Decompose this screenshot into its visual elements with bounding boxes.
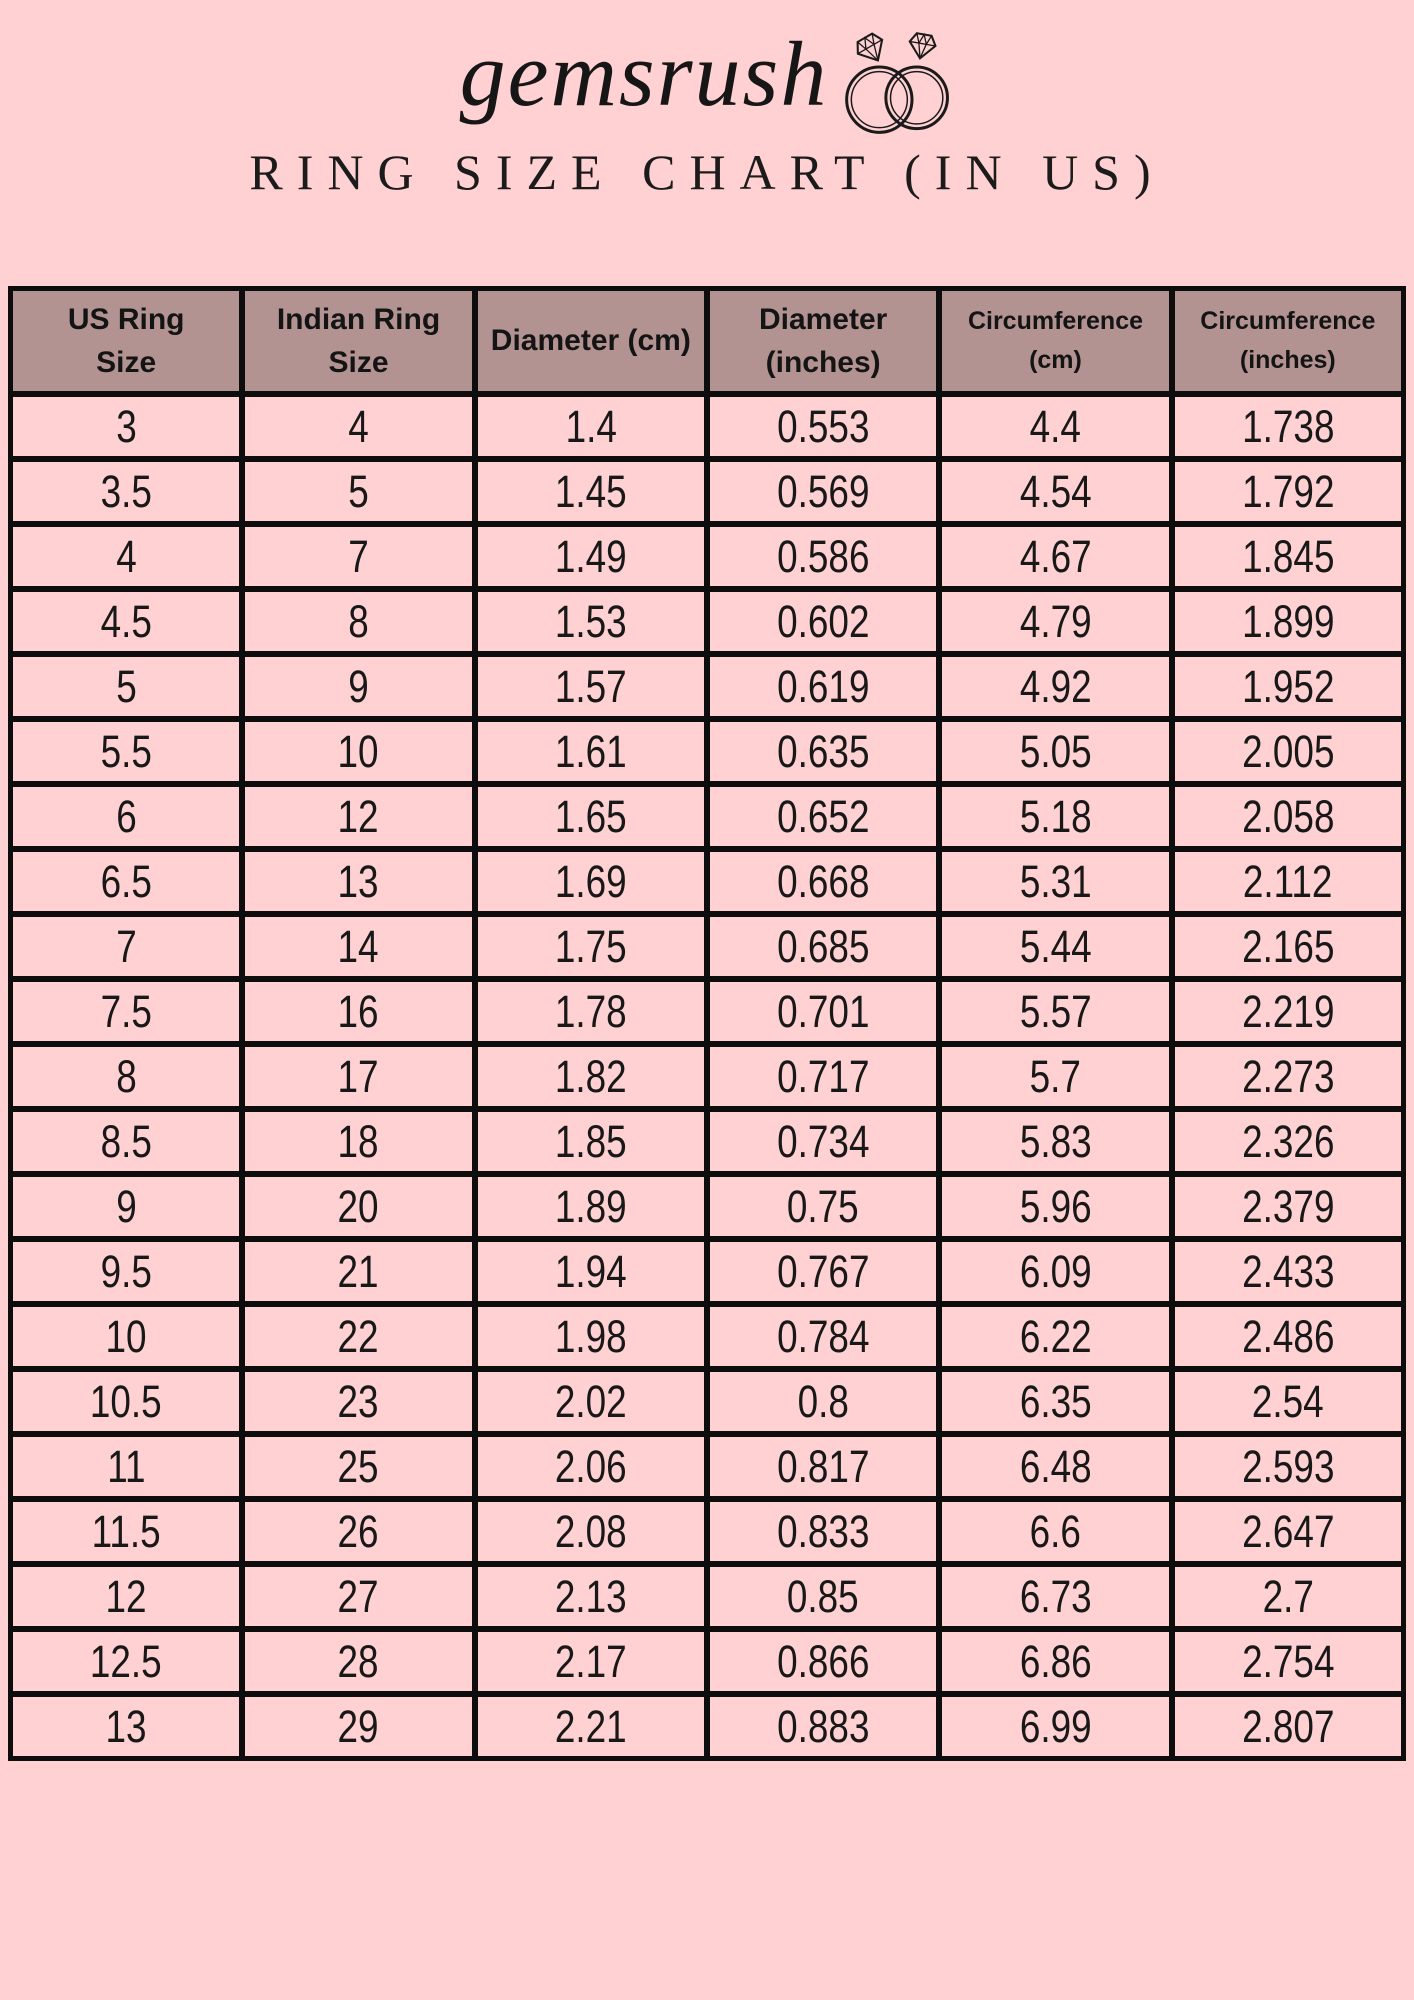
table-cell: 1.61	[475, 719, 707, 784]
table-cell: 23	[242, 1369, 474, 1434]
table-cell: 2.7	[1172, 1564, 1404, 1629]
table-cell: 4.4	[939, 394, 1171, 459]
table-cell: 6.99	[939, 1694, 1171, 1759]
table-row	[10, 719, 1404, 784]
table-cell: 0.619	[707, 654, 939, 719]
table-row	[10, 654, 1404, 719]
table-cell: 0.817	[707, 1434, 939, 1499]
table-cell: 10	[10, 1304, 242, 1369]
table-cell: 12	[242, 784, 474, 849]
table-cell: 1.98	[475, 1304, 707, 1369]
table-cell: 3.5	[10, 459, 242, 524]
table-cell: 5	[242, 459, 474, 524]
table-cell: 2.807	[1172, 1694, 1404, 1759]
header-row	[10, 288, 1404, 394]
table-row	[10, 784, 1404, 849]
table-cell: 5.44	[939, 914, 1171, 979]
table-row	[10, 1629, 1404, 1694]
table-cell: 2.02	[475, 1369, 707, 1434]
table-row	[10, 589, 1404, 654]
table-cell: 2.754	[1172, 1629, 1404, 1694]
table-cell: 0.734	[707, 1109, 939, 1174]
table-cell: 0.635	[707, 719, 939, 784]
table-cell: 5.7	[939, 1044, 1171, 1109]
table-cell: 5.57	[939, 979, 1171, 1044]
column-header-5: Circumference (cm)	[939, 288, 1171, 394]
table-cell: 27	[242, 1564, 474, 1629]
table-cell: 25	[242, 1434, 474, 1499]
table-header	[10, 288, 1404, 394]
table-cell: 1.57	[475, 654, 707, 719]
table-body	[10, 394, 1404, 1759]
table-cell: 0.569	[707, 459, 939, 524]
table-cell: 10.5	[10, 1369, 242, 1434]
table-cell: 2.06	[475, 1434, 707, 1499]
table-cell: 5.96	[939, 1174, 1171, 1239]
table-cell: 2.13	[475, 1564, 707, 1629]
table-cell: 6.09	[939, 1239, 1171, 1304]
table-row	[10, 459, 1404, 524]
table-cell: 6.35	[939, 1369, 1171, 1434]
table-cell: 11	[10, 1434, 242, 1499]
table-cell: 4	[242, 394, 474, 459]
table-cell: 1.82	[475, 1044, 707, 1109]
table-cell: 2.17	[475, 1629, 707, 1694]
table-cell: 0.652	[707, 784, 939, 849]
table-cell: 2.433	[1172, 1239, 1404, 1304]
table-cell: 13	[242, 849, 474, 914]
table-cell: 0.833	[707, 1499, 939, 1564]
table-cell: 2.165	[1172, 914, 1404, 979]
table-cell: 0.767	[707, 1239, 939, 1304]
table-row	[10, 849, 1404, 914]
column-header-3: Diameter (cm)	[475, 288, 707, 394]
table-cell: 10	[242, 719, 474, 784]
table-cell: 6.6	[939, 1499, 1171, 1564]
table-row	[10, 1694, 1404, 1759]
table-cell: 1.792	[1172, 459, 1404, 524]
table-row	[10, 1174, 1404, 1239]
table-cell: 0.866	[707, 1629, 939, 1694]
table-cell: 5.05	[939, 719, 1171, 784]
table-cell: 1.952	[1172, 654, 1404, 719]
column-header-1: US Ring Size	[10, 288, 242, 394]
table-cell: 1.85	[475, 1109, 707, 1174]
table-cell: 8	[242, 589, 474, 654]
table-cell: 2.54	[1172, 1369, 1404, 1434]
table-row	[10, 1239, 1404, 1304]
table-cell: 26	[242, 1499, 474, 1564]
table-cell: 2.08	[475, 1499, 707, 1564]
table-cell: 11.5	[10, 1499, 242, 1564]
table-cell: 1.899	[1172, 589, 1404, 654]
ring-size-table	[8, 286, 1406, 1761]
table-cell: 2.21	[475, 1694, 707, 1759]
table-cell: 22	[242, 1304, 474, 1369]
table-cell: 20	[242, 1174, 474, 1239]
table-cell: 7.5	[10, 979, 242, 1044]
table-cell: 29	[242, 1694, 474, 1759]
table-cell: 7	[10, 914, 242, 979]
table-cell: 1.4	[475, 394, 707, 459]
table-cell: 14	[242, 914, 474, 979]
table-cell: 4.79	[939, 589, 1171, 654]
table-cell: 7	[242, 524, 474, 589]
table-cell: 5.31	[939, 849, 1171, 914]
table-cell: 8.5	[10, 1109, 242, 1174]
table-cell: 0.784	[707, 1304, 939, 1369]
table-cell: 17	[242, 1044, 474, 1109]
table-cell: 6	[10, 784, 242, 849]
table-cell: 12.5	[10, 1629, 242, 1694]
table-cell: 9	[242, 654, 474, 719]
table-cell: 0.8	[707, 1369, 939, 1434]
table-cell: 0.701	[707, 979, 939, 1044]
table-cell: 16	[242, 979, 474, 1044]
table-cell: 1.75	[475, 914, 707, 979]
table-cell: 0.85	[707, 1564, 939, 1629]
table-cell: 13	[10, 1694, 242, 1759]
table-cell: 0.602	[707, 589, 939, 654]
table-cell: 0.553	[707, 394, 939, 459]
table-cell: 0.668	[707, 849, 939, 914]
table-cell: 4	[10, 524, 242, 589]
table-row	[10, 1434, 1404, 1499]
table-cell: 3	[10, 394, 242, 459]
table-cell: 2.112	[1172, 849, 1404, 914]
table-cell: 1.78	[475, 979, 707, 1044]
table-row	[10, 914, 1404, 979]
table-cell: 1.845	[1172, 524, 1404, 589]
table-cell: 1.65	[475, 784, 707, 849]
table-cell: 21	[242, 1239, 474, 1304]
brand-logo	[0, 22, 1414, 134]
table-cell: 6.73	[939, 1564, 1171, 1629]
table-cell: 8	[10, 1044, 242, 1109]
table-cell: 2.647	[1172, 1499, 1404, 1564]
table-row	[10, 524, 1404, 589]
column-header-6: Circumference (inches)	[1172, 288, 1404, 394]
table-cell: 4.5	[10, 589, 242, 654]
table-cell: 1.69	[475, 849, 707, 914]
table-cell: 5.18	[939, 784, 1171, 849]
table-cell: 1.45	[475, 459, 707, 524]
table-cell: 2.005	[1172, 719, 1404, 784]
table-cell: 4.54	[939, 459, 1171, 524]
table-cell: 1.738	[1172, 394, 1404, 459]
table-cell: 4.92	[939, 654, 1171, 719]
table-cell: 6.86	[939, 1629, 1171, 1694]
table-cell: 2.326	[1172, 1109, 1404, 1174]
table-cell: 2.593	[1172, 1434, 1404, 1499]
table-cell: 6.22	[939, 1304, 1171, 1369]
column-header-4: Diameter (inches)	[707, 288, 939, 394]
table-cell: 2.379	[1172, 1174, 1404, 1239]
table-row	[10, 1564, 1404, 1629]
table-row	[10, 1369, 1404, 1434]
table-cell: 2.219	[1172, 979, 1404, 1044]
table-cell: 0.75	[707, 1174, 939, 1239]
table-cell: 5.83	[939, 1109, 1171, 1174]
table-cell: 1.49	[475, 524, 707, 589]
table-cell: 2.273	[1172, 1044, 1404, 1109]
table-cell: 5.5	[10, 719, 242, 784]
table-cell: 1.89	[475, 1174, 707, 1239]
table-cell: 6.48	[939, 1434, 1171, 1499]
table-cell: 0.685	[707, 914, 939, 979]
table-cell: 0.717	[707, 1044, 939, 1109]
table-row	[10, 1499, 1404, 1564]
table-cell: 28	[242, 1629, 474, 1694]
table-cell: 12	[10, 1564, 242, 1629]
table-cell: 1.53	[475, 589, 707, 654]
page-title: RING SIZE CHART (IN US)	[249, 144, 1165, 200]
table-cell: 9	[10, 1174, 242, 1239]
table-row	[10, 1109, 1404, 1174]
table-row	[10, 1304, 1404, 1369]
table-row	[10, 979, 1404, 1044]
column-header-2: Indian Ring Size	[242, 288, 474, 394]
double-wedding-rings-icon	[842, 21, 954, 141]
table-row	[10, 1044, 1404, 1109]
table-cell: 2.058	[1172, 784, 1404, 849]
table-row	[10, 394, 1404, 459]
table-cell: 5	[10, 654, 242, 719]
table-cell: 4.67	[939, 524, 1171, 589]
table-cell: 0.586	[707, 524, 939, 589]
table-cell: 18	[242, 1109, 474, 1174]
table-cell: 6.5	[10, 849, 242, 914]
table-cell: 2.486	[1172, 1304, 1404, 1369]
table-cell: 0.883	[707, 1694, 939, 1759]
brand-name: gemsrush	[459, 23, 829, 125]
table-cell: 9.5	[10, 1239, 242, 1304]
table-cell: 1.94	[475, 1239, 707, 1304]
